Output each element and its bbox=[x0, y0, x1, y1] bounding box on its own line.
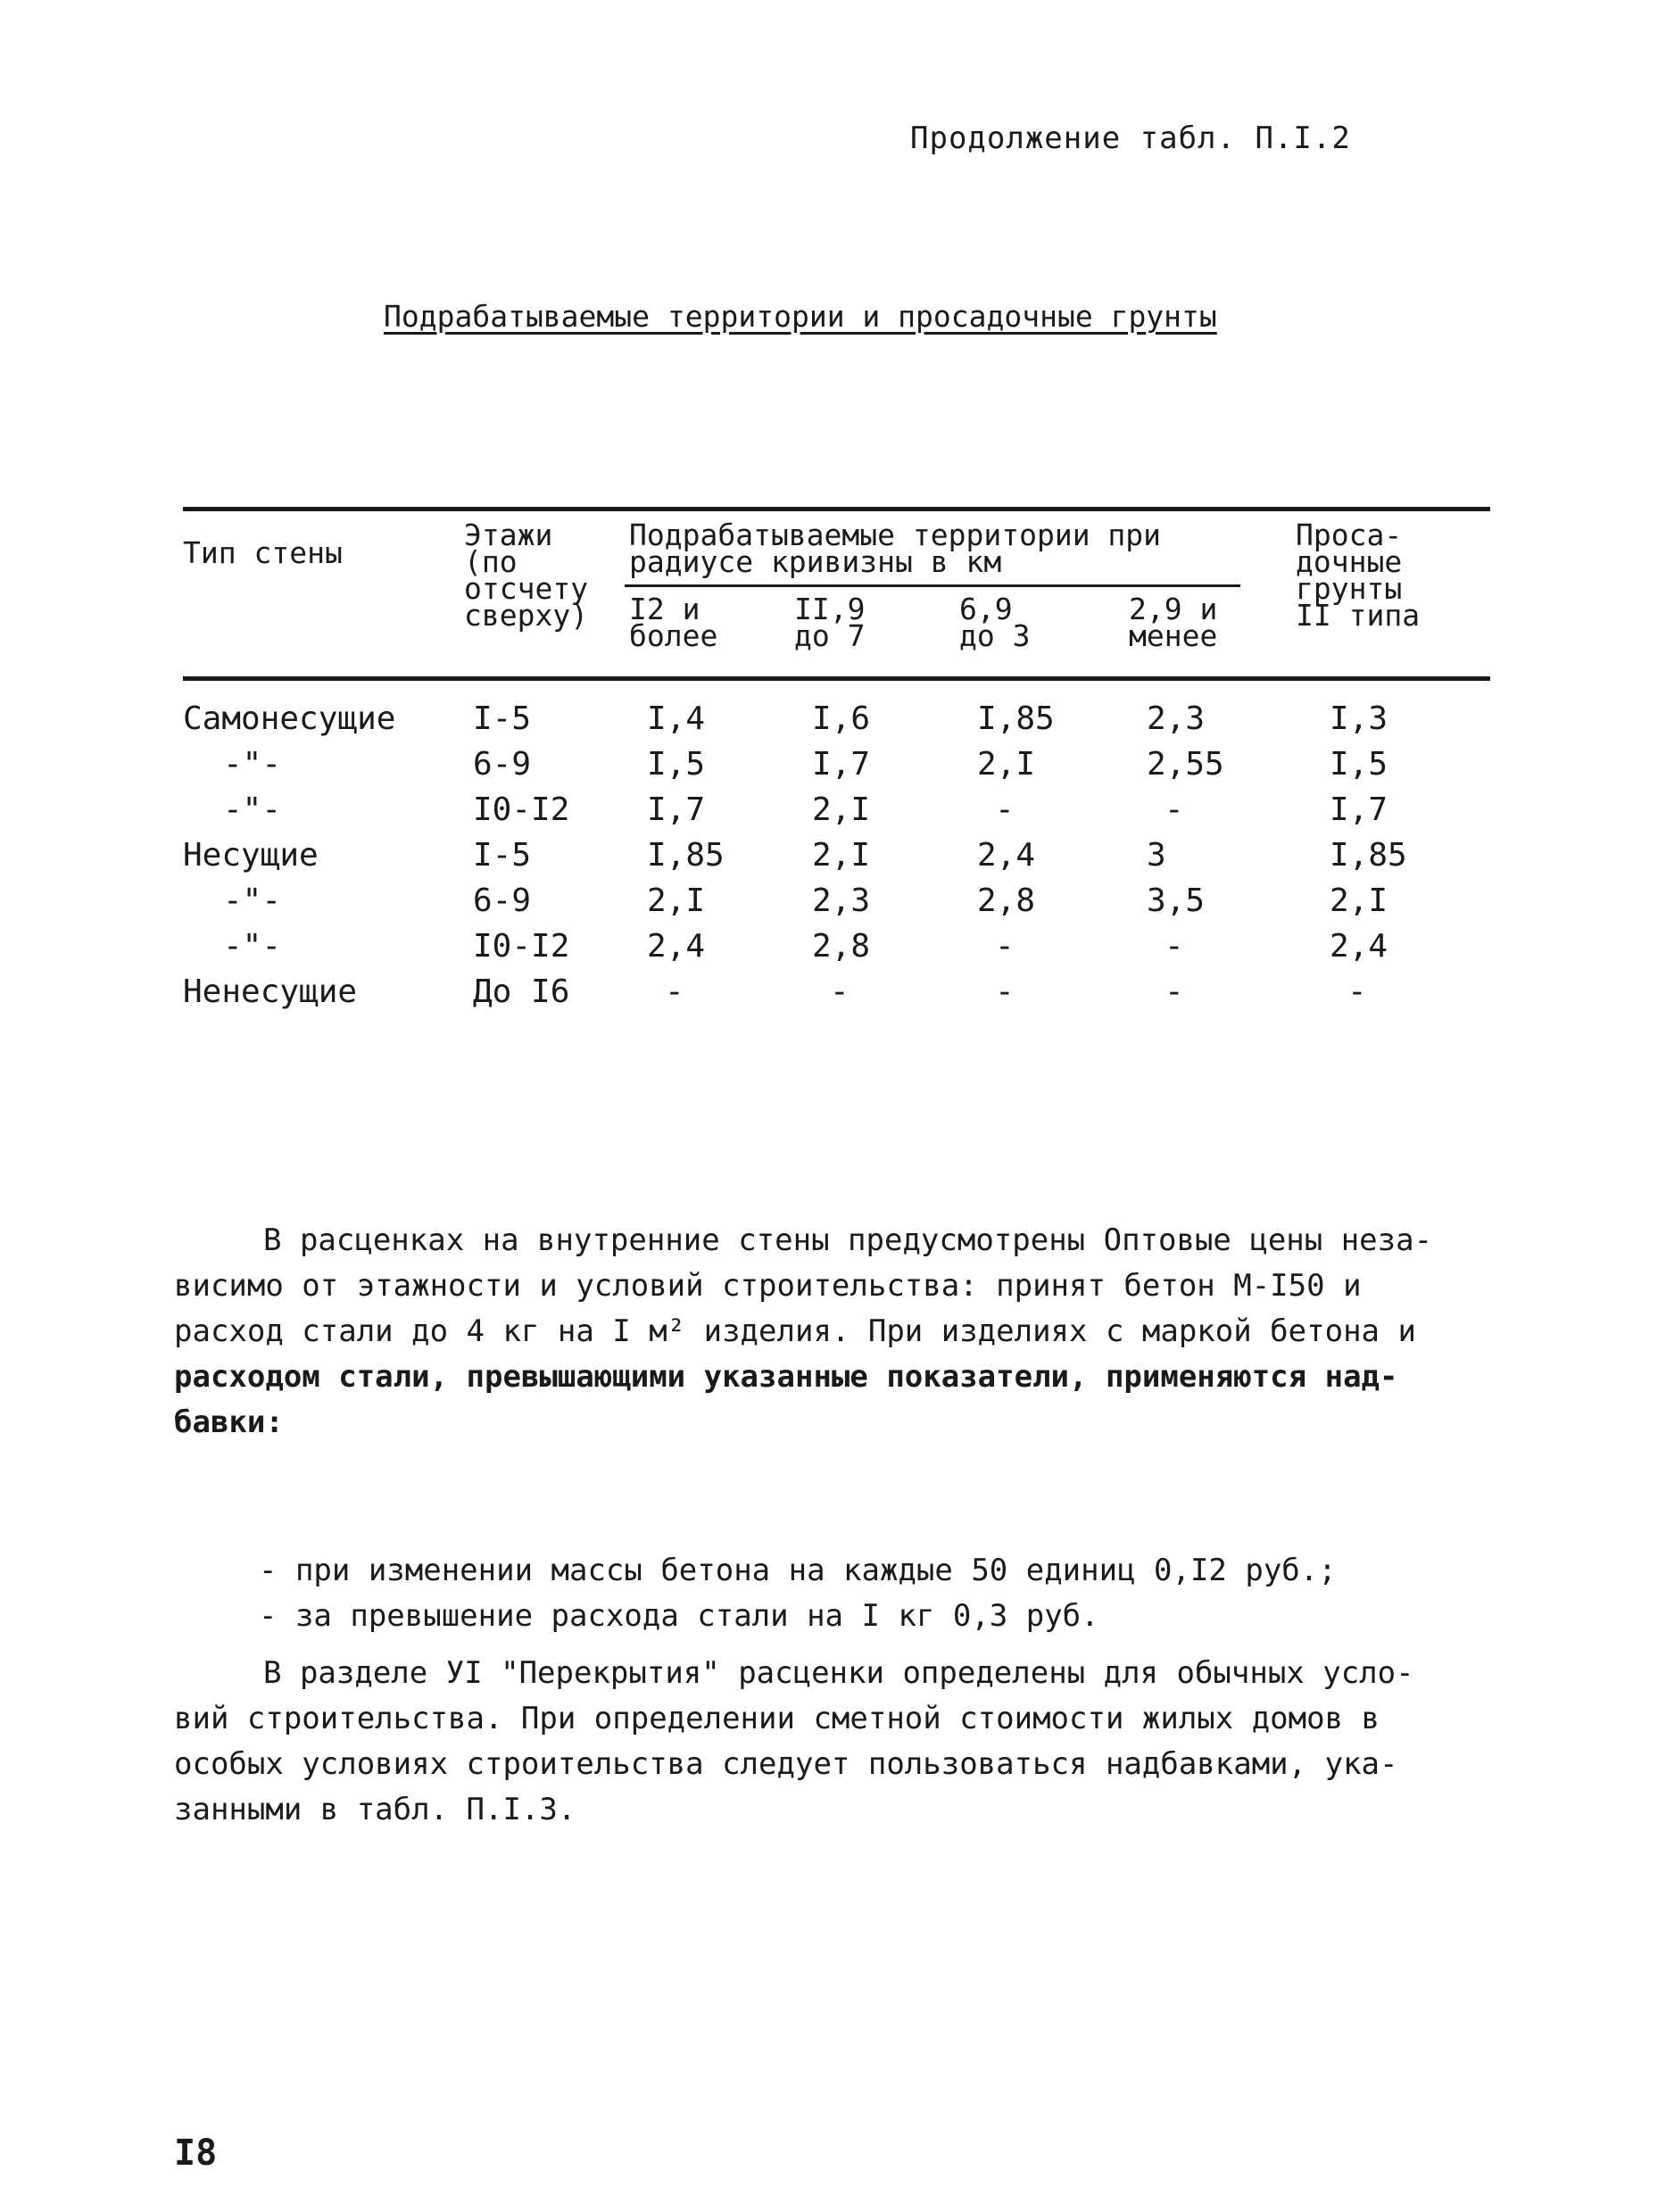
cell-radius-6-9-to-3: I,85 bbox=[977, 700, 1055, 737]
paragraph-line: висимо от этажности и условий строительства: принят бетон М-I50 и bbox=[174, 1268, 1362, 1304]
header-radius-11-9-to-7-line-2: до 7 bbox=[794, 618, 866, 653]
header-radius-2-9-less bbox=[1129, 592, 1218, 653]
cell-wall-type: Ненесущие bbox=[183, 973, 358, 1010]
header-floors-line-2: (по bbox=[464, 544, 518, 579]
paragraph-line: расходом стали, превышающими указанные показатели, применяются над- bbox=[174, 1359, 1398, 1395]
table-title: Подрабатываемые территории и просадочные грунты bbox=[384, 299, 1217, 334]
cell-wall-type: -"- bbox=[223, 746, 282, 783]
table-top-rule bbox=[183, 507, 1490, 511]
surcharge-item: - при изменении массы бетона на каждые 50 единиц 0,I2 руб.; bbox=[259, 1553, 1337, 1588]
cell-wall-type: -"- bbox=[223, 928, 282, 965]
cell-floors: 6-9 bbox=[473, 746, 532, 783]
header-subsidence bbox=[1296, 518, 1421, 633]
table-subheader-rule bbox=[625, 584, 1240, 587]
paragraph-line: бавки: bbox=[174, 1404, 284, 1440]
cell-radius-6-9-to-3: - bbox=[995, 791, 1015, 828]
header-radius-6-9-to-3-line-1: 6,9 bbox=[959, 592, 1013, 626]
cell-floors: I0-I2 bbox=[473, 791, 570, 828]
header-radius-11-9-to-7 bbox=[794, 592, 866, 653]
header-radius-12-plus bbox=[629, 592, 718, 653]
cell-subsidence: - bbox=[1347, 973, 1367, 1010]
paragraph-internal-walls bbox=[174, 1218, 1459, 1446]
header-radius-2-9-less-line-2: менее bbox=[1129, 618, 1218, 653]
cell-radius-12-plus: I,5 bbox=[647, 746, 706, 783]
cell-radius-2-9-less: 2,55 bbox=[1147, 746, 1224, 783]
cell-subsidence: 2,4 bbox=[1330, 928, 1388, 965]
header-subsidence-line-2: дочные bbox=[1296, 544, 1403, 579]
surcharge-list bbox=[259, 1548, 1544, 1639]
header-undermined-line-1: Подрабатываемые территории при bbox=[629, 518, 1162, 552]
cell-radius-11-9-to-7: - bbox=[830, 973, 850, 1010]
cell-radius-11-9-to-7: 2,8 bbox=[812, 928, 871, 965]
cell-radius-11-9-to-7: 2,I bbox=[812, 791, 871, 828]
paragraph-line: вий строительства. При определении сметной стоимости жилых домов в bbox=[174, 1701, 1380, 1736]
header-floors-line-3: отсчету bbox=[464, 571, 589, 606]
surcharge-item: - за превышение расхода стали на I кг 0,3 руб. bbox=[259, 1598, 1099, 1634]
cell-subsidence: I,85 bbox=[1330, 837, 1407, 874]
cell-radius-12-plus: I,7 bbox=[647, 791, 706, 828]
cell-floors: До I6 bbox=[473, 973, 570, 1010]
paragraph-line: В расценках на внутренние стены предусмотрены Оптовые цены неза- bbox=[263, 1222, 1433, 1258]
cell-wall-type: -"- bbox=[223, 791, 282, 828]
header-radius-12-plus-line-2: более bbox=[629, 618, 718, 653]
header-radius-2-9-less-line-1: 2,9 и bbox=[1129, 592, 1218, 626]
header-subsidence-line-3: грунты bbox=[1296, 571, 1403, 606]
cell-subsidence: I,7 bbox=[1330, 791, 1388, 828]
cell-radius-12-plus: 2,I bbox=[647, 882, 706, 919]
cell-radius-11-9-to-7: 2,3 bbox=[812, 882, 871, 919]
cell-radius-12-plus: - bbox=[665, 973, 684, 1010]
cell-radius-6-9-to-3: - bbox=[995, 973, 1015, 1010]
header-radius-12-plus-line-1: I2 и bbox=[629, 592, 700, 626]
cell-floors: I-5 bbox=[473, 700, 532, 737]
paragraph-line: расход стали до 4 кг на I м² изделия. При изделиях с маркой бетона и bbox=[174, 1313, 1416, 1349]
header-floors-line-4: сверху) bbox=[464, 598, 589, 633]
paragraph-floors-section bbox=[174, 1651, 1459, 1833]
cell-radius-12-plus: I,4 bbox=[647, 700, 706, 737]
header-radius-6-9-to-3 bbox=[959, 592, 1031, 653]
table-header-bottom-rule bbox=[183, 676, 1490, 681]
cell-radius-11-9-to-7: I,6 bbox=[812, 700, 871, 737]
cell-wall-type: -"- bbox=[223, 882, 282, 919]
cell-floors: I-5 bbox=[473, 837, 532, 874]
cell-subsidence: I,3 bbox=[1330, 700, 1388, 737]
cell-wall-type: Самонесущие bbox=[183, 700, 396, 737]
cell-radius-12-plus: 2,4 bbox=[647, 928, 706, 965]
header-subsidence-line-1: Проса- bbox=[1296, 518, 1403, 552]
header-wall-type: Тип стены bbox=[183, 535, 343, 570]
header-undermined bbox=[629, 518, 1162, 579]
cell-radius-12-plus: I,85 bbox=[647, 837, 725, 874]
cell-radius-11-9-to-7: 2,I bbox=[812, 837, 871, 874]
cell-radius-6-9-to-3: - bbox=[995, 928, 1015, 965]
cell-radius-6-9-to-3: 2,I bbox=[977, 746, 1036, 783]
header-radius-11-9-to-7-line-1: II,9 bbox=[794, 592, 866, 626]
cell-radius-11-9-to-7: I,7 bbox=[812, 746, 871, 783]
header-floors-line-1: Этажи bbox=[464, 518, 553, 552]
header-subsidence-line-4: II типа bbox=[1296, 598, 1421, 633]
paragraph-line: В разделе УI "Перекрытия" расценки определены для обычных усло- bbox=[263, 1655, 1414, 1691]
table-continuation-label: Продолжение табл. П.I.2 bbox=[910, 120, 1351, 156]
page-number: I8 bbox=[174, 2133, 218, 2174]
paragraph-line: занными в табл. П.I.3. bbox=[174, 1792, 576, 1827]
cell-radius-6-9-to-3: 2,4 bbox=[977, 837, 1036, 874]
paragraph-line: особых условиях строительства следует пользоваться надбавками, ука- bbox=[174, 1746, 1398, 1782]
cell-radius-2-9-less: - bbox=[1165, 928, 1184, 965]
header-radius-6-9-to-3-line-2: до 3 bbox=[959, 618, 1031, 653]
cell-radius-2-9-less: 3 bbox=[1147, 837, 1166, 874]
cell-radius-2-9-less: - bbox=[1165, 973, 1184, 1010]
cell-subsidence: 2,I bbox=[1330, 882, 1388, 919]
header-floors bbox=[464, 518, 589, 633]
cell-radius-2-9-less: - bbox=[1165, 791, 1184, 828]
cell-subsidence: I,5 bbox=[1330, 746, 1388, 783]
cell-wall-type: Несущие bbox=[183, 837, 319, 874]
header-undermined-line-2: радиусе кривизны в км bbox=[629, 544, 1002, 579]
cell-floors: I0-I2 bbox=[473, 928, 570, 965]
cell-floors: 6-9 bbox=[473, 882, 532, 919]
cell-radius-2-9-less: 2,3 bbox=[1147, 700, 1206, 737]
cell-radius-6-9-to-3: 2,8 bbox=[977, 882, 1036, 919]
cell-radius-2-9-less: 3,5 bbox=[1147, 882, 1206, 919]
